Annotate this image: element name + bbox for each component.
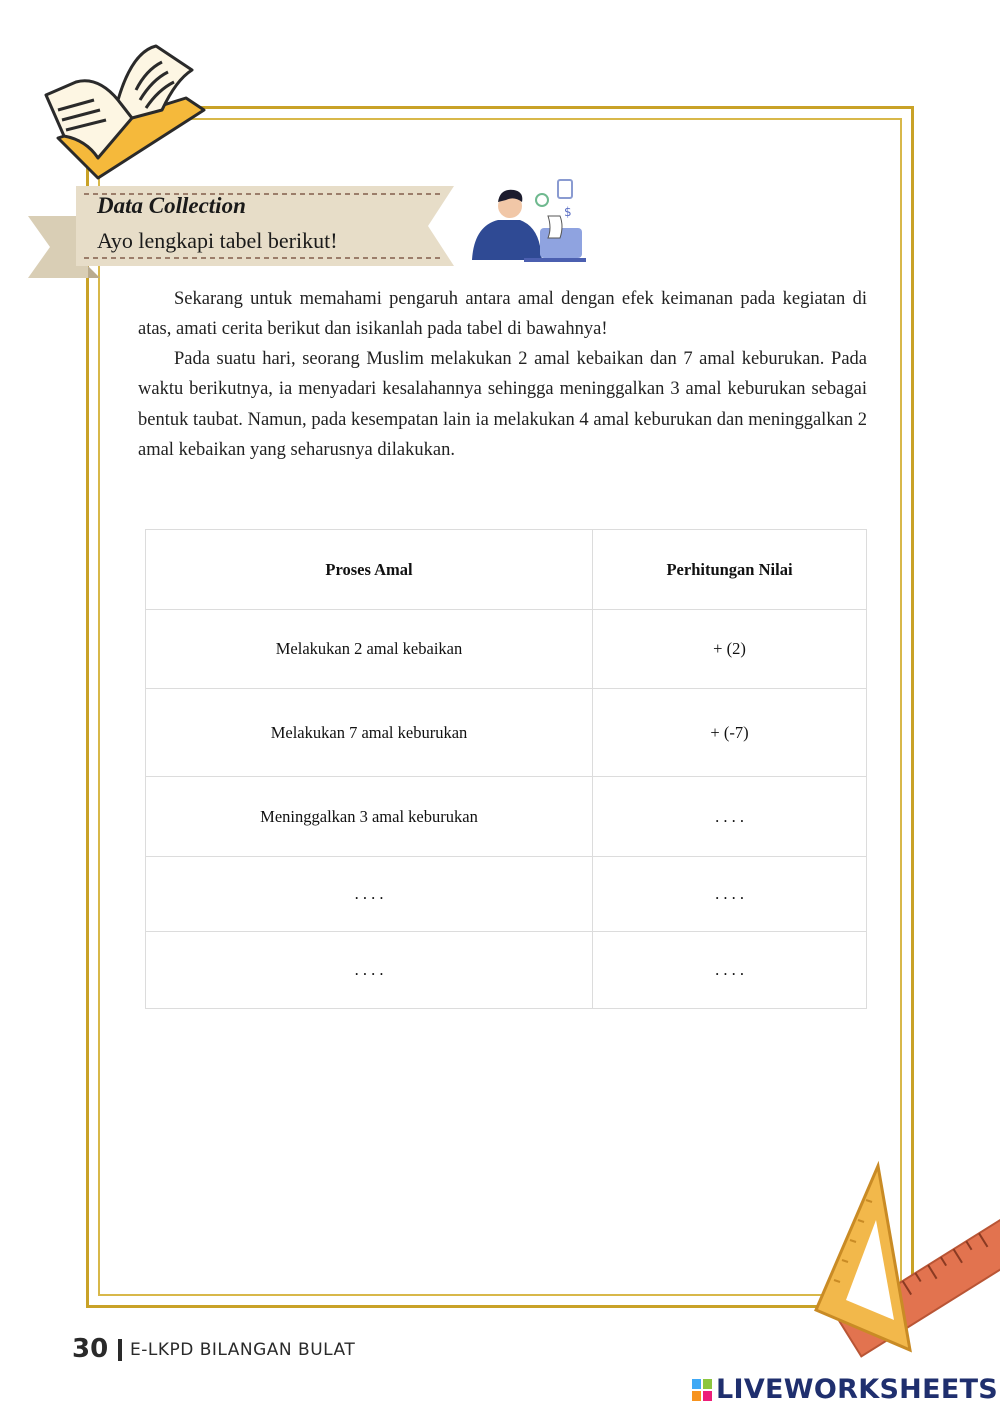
proses-answer-blank[interactable]: . . . . <box>146 857 593 932</box>
table-row <box>146 857 867 932</box>
liveworksheets-wordmark: LIVEWORKSHEETS <box>716 1374 999 1405</box>
amal-table <box>145 529 867 1009</box>
proses-cell: Meninggalkan 3 amal keburukan <box>146 777 593 857</box>
nilai-cell: + (-7) <box>593 689 867 777</box>
nilai-answer-blank[interactable]: . . . . <box>593 857 867 932</box>
story-paragraph: Pada suatu hari, seorang Muslim melakukan 2 amal kebaikan dan 7 amal keburukan. Pada waktu berikutnya, ia menyadari kesalahannya sehingga meninggalkan 3 amal keburukan sebagai bentuk taubat. Namun, pada kesempatan lain ia melakukan 4 amal keburukan dan meninggalkan 2 amal kebaikan yang seharusnya dilakukan. <box>138 349 867 460</box>
table-header-row <box>146 530 867 610</box>
liveworksheets-logo-icon <box>692 1379 712 1401</box>
person-laptop-illustration <box>464 176 590 274</box>
nilai-answer-blank[interactable]: . . . . <box>593 932 867 1009</box>
section-title: Data Collection <box>97 193 246 218</box>
section-subtitle: Ayo lengkapi tabel berikut! <box>97 228 338 253</box>
proses-cell: Melakukan 7 amal keburukan <box>146 689 593 777</box>
book-title: E-LKPD BILANGAN BULAT <box>130 1340 356 1360</box>
nilai-cell: + (2) <box>593 610 867 689</box>
header-proses-amal: Proses Amal <box>146 530 593 610</box>
table-row <box>146 777 867 857</box>
header-perhitungan-nilai: Perhitungan Nilai <box>593 530 867 610</box>
proses-answer-blank[interactable]: . . . . <box>146 932 593 1009</box>
nilai-answer-blank[interactable]: . . . . <box>593 777 867 857</box>
liveworksheets-logo[interactable] <box>692 1374 998 1405</box>
open-book-icon <box>36 40 216 190</box>
proses-cell: Melakukan 2 amal kebaikan <box>146 610 593 689</box>
table-row <box>146 610 867 689</box>
page-number: 30 <box>72 1334 109 1364</box>
ruler-triangle-icon <box>806 1160 1000 1370</box>
footer-divider <box>118 1339 122 1361</box>
intro-paragraph: Sekarang untuk memahami pengaruh antara amal dengan efek keimanan pada kegiatan di atas, amati cerita berikut dan isikanlah pada tabel di bawahnya! <box>138 289 867 340</box>
svg-text:$: $ <box>564 205 572 219</box>
table-row <box>146 932 867 1009</box>
table-row <box>146 689 867 777</box>
